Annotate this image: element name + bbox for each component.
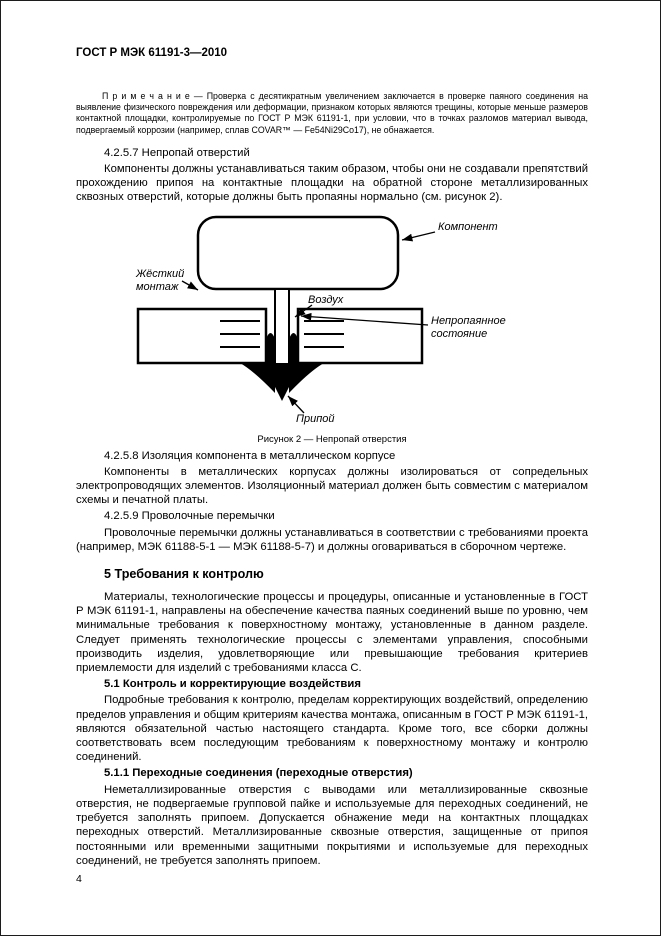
figure-2-drawing — [132, 213, 532, 428]
paragraph-4-2-5-9: Проволочные перемычки должны устанавливаться в соответствии с требованиями проекта (например, МЭК 61188-5-1 — МЭК 61188-5-7) и должны оговариваться в сборочном чертеже. — [76, 526, 588, 553]
paragraph-4-2-5-8: Компоненты в металлических корпусах должны изолироваться от сопредельных электропроводящих элементов. Изоляционный материал должен быть совместим с материалом схемы и печатной платы. — [76, 465, 588, 507]
label-unsoldered-2: состояние — [431, 327, 488, 340]
heading-5-1-1: 5.1.1 Переходные соединения (переходные отверстия) — [104, 767, 413, 780]
label-component: Компонент — [438, 220, 498, 233]
note-paragraph: П р и м е ч а н и е — Проверка с десятикратным увеличением заключается в проверке паяного соединения на выявление физического повреждения или деформации, признаком которых являются трещины, которые меньше размеров контактной площадки, контролируемые по ГОСТ Р МЭК 61191-1, при условии, что в точках разломов материал вывода, подвергаемый коррозии (например, сплав COVAR™ — Fe54Ni29Co17), не обнажается. — [76, 91, 588, 135]
page-number: 4 — [76, 873, 82, 885]
heading-4-2-5-8: 4.2.5.8 Изоляция компонента в металлическом корпусе — [104, 449, 396, 462]
paragraph-5-1: Подробные требования к контролю, пределам корректирующих воздействий, определению пределов управления и общим критериям качества монтажа, описанным в ГОСТ Р МЭК 61191-1, являются обязательной частью настоящего стандарта. Кроме того, все сборки должны соответствовать всем последующим требованиям к поверхностному монтажу и контролю соединений. — [76, 694, 588, 764]
figure-2 — [76, 213, 588, 445]
label-rigid-mount-1: Жёсткий — [136, 267, 185, 280]
figure-2-caption: Рисунок 2 — Непропай отверстия — [257, 433, 407, 445]
heading-5-1: 5.1 Контроль и корректирующие воздействия — [104, 678, 361, 691]
label-unsoldered-1: Непропаянное — [431, 314, 506, 327]
label-air: Воздух — [308, 293, 344, 306]
doc-code: ГОСТ Р МЭК 61191-3—2010 — [76, 47, 228, 59]
component-body — [198, 217, 398, 289]
heading-4-2-5-7: 4.2.5.7 Непропай отверстий — [104, 146, 250, 159]
paragraph-5-1-1: Неметаллизированные отверстия с выводами или металлизированные сквозные отверстия, не подвергаемые групповой пайке и используемые для переходных соединений, не требуется заполнять припоем. Допускается обнажение меди на контактных площадках переходных отверстий. Металлизированные сквозные отверстия, защищенные от припоя постоянными или временными защитными покрытиями и используемые для переходных соединений, не требуется заполнять припоем. — [76, 783, 588, 867]
board-left — [138, 309, 266, 363]
paragraph-5: Материалы, технологические процессы и процедуры, описанные и установленные в ГОСТ Р МЭК 61191-1, направлены на обеспечение качества паяных соединений выше по уровню, чем минимальные требования к поверхностному монтажу, установленные в данном разделе. Следует применять технологические процессы с элементами управления, способными производить изделия, удовлетворяющие или превышающие требования критериев приемлемости для изделий с требованиями класса С. — [76, 591, 588, 675]
heading-5: 5 Требования к контролю — [104, 567, 264, 582]
component-lead — [275, 289, 289, 369]
label-rigid-mount-2: монтаж — [136, 280, 179, 293]
paragraph-4-2-5-7: Компоненты должны устанавливаться таким образом, чтобы они не создавали препятствий прохождению припоя на контактные площадки на обратной стороне металлизированных сквозных отверстий, которые должны быть пропаяны нормально (см. рисунок 2). — [76, 163, 589, 204]
label-solder: Припой — [296, 412, 335, 425]
heading-4-2-5-9: 4.2.5.9 Проволочные перемычки — [104, 510, 275, 523]
